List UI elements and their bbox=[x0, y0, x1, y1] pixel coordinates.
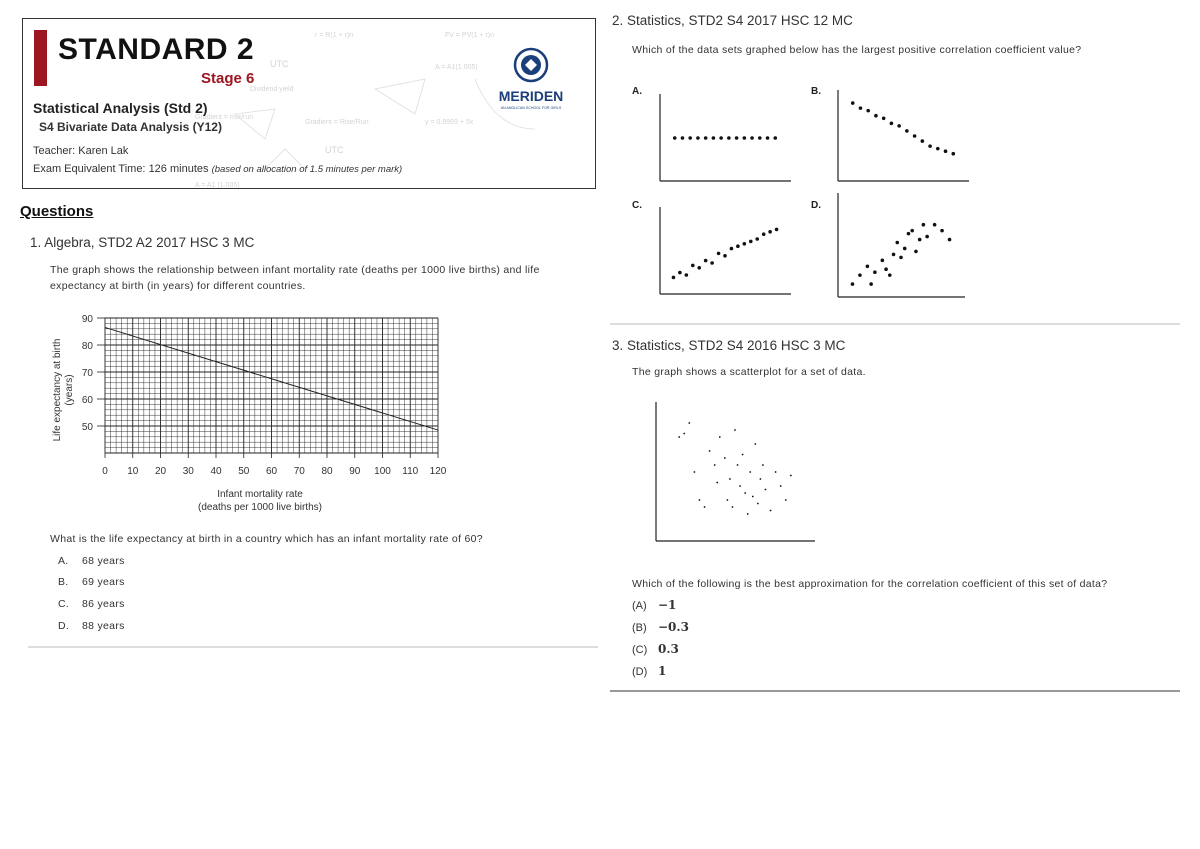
scatter-point bbox=[762, 232, 766, 236]
q1-x-axis-label: Infant mortality rate bbox=[217, 489, 303, 500]
scatter-point bbox=[890, 122, 894, 126]
q1-divider bbox=[28, 646, 598, 648]
scatter-point bbox=[744, 492, 746, 494]
scatter-point bbox=[918, 238, 922, 242]
scatter-point bbox=[697, 266, 701, 270]
scatter-point bbox=[768, 230, 772, 234]
q1-x-tick-label: 30 bbox=[182, 466, 194, 477]
scatter-point bbox=[897, 124, 901, 128]
q1-option-text: 68 years bbox=[82, 555, 125, 567]
meriden-logo bbox=[490, 45, 572, 117]
scatter-point bbox=[712, 136, 716, 140]
q1-y-tick-label: 50 bbox=[81, 422, 93, 433]
q1-y-axis-label: Life expectancy at birth bbox=[52, 338, 63, 442]
q1-option-a[interactable] bbox=[58, 555, 125, 567]
scatter-point bbox=[719, 436, 721, 438]
scatter-point bbox=[683, 433, 685, 435]
q1-option-key: A. bbox=[58, 555, 69, 567]
stage-label: Stage 6 bbox=[201, 70, 255, 87]
scatter-point bbox=[851, 101, 855, 105]
q1-chart bbox=[45, 308, 465, 518]
q3-option-key: (D) bbox=[632, 666, 648, 678]
q1-option-key: B. bbox=[58, 576, 69, 588]
q1-x-tick-label: 110 bbox=[402, 466, 419, 477]
q3-scatter bbox=[655, 402, 815, 542]
scatter-point bbox=[775, 471, 777, 473]
q1-option-text: 86 years bbox=[82, 598, 125, 610]
bg-formula: UTC bbox=[270, 59, 289, 69]
q1-x-tick-label: 40 bbox=[210, 466, 222, 477]
scatter-point bbox=[903, 247, 907, 251]
scatter-point bbox=[921, 139, 925, 143]
bg-formula: Dividend yield bbox=[250, 86, 294, 93]
scatter-point bbox=[922, 223, 926, 227]
scatter-point bbox=[717, 252, 721, 256]
scatter-point bbox=[765, 489, 767, 491]
subject-title: STANDARD 2 bbox=[58, 33, 255, 66]
scatter-point bbox=[750, 136, 754, 140]
scatter-point bbox=[858, 273, 862, 277]
bg-formula: Gradient = rise/run bbox=[195, 114, 254, 121]
q1-option-text: 69 years bbox=[82, 576, 125, 588]
scatter-point bbox=[790, 475, 792, 477]
q3-option-key: (C) bbox=[632, 644, 648, 656]
scatter-point bbox=[951, 152, 955, 156]
q1-option-key: D. bbox=[58, 620, 70, 632]
q3-option-b[interactable] bbox=[632, 620, 689, 634]
q3-option-d[interactable] bbox=[632, 664, 666, 678]
q1-x-tick-label: 100 bbox=[374, 466, 391, 477]
scatter-point bbox=[866, 109, 870, 113]
q2-divider bbox=[610, 323, 1180, 325]
scatter-point bbox=[719, 136, 723, 140]
q1-x-tick-label: 0 bbox=[102, 466, 108, 477]
scatter-point bbox=[907, 232, 911, 236]
accent-bar bbox=[34, 30, 47, 86]
q1-y-tick-label: 70 bbox=[81, 368, 93, 379]
q2-plot-b-label: B. bbox=[811, 86, 821, 97]
scatter-point bbox=[780, 485, 782, 487]
q1-x-tick-label: 20 bbox=[154, 466, 167, 477]
bg-formula: r = R(1 + r)n bbox=[315, 32, 354, 39]
scatter-point bbox=[944, 149, 948, 153]
q2-scatter-c bbox=[659, 207, 791, 295]
scatter-point bbox=[866, 264, 870, 268]
scatter-point bbox=[749, 240, 753, 244]
q3-option-a[interactable] bbox=[632, 598, 676, 612]
q1-x-tick-label: 60 bbox=[265, 466, 278, 477]
scatter-point bbox=[873, 270, 877, 274]
scatter-point bbox=[730, 247, 734, 251]
scatter-point bbox=[910, 229, 914, 233]
scatter-point bbox=[775, 228, 779, 232]
scatter-point bbox=[914, 250, 918, 254]
exam-time-note: (based on allocation of 1.5 minutes per mark) bbox=[211, 164, 403, 175]
q1-y-tick-label: 90 bbox=[81, 314, 93, 325]
scatter-point bbox=[704, 136, 708, 140]
q1-x-tick-label: 10 bbox=[127, 466, 139, 477]
scatter-point bbox=[747, 513, 749, 515]
teacher-label: Teacher: bbox=[33, 145, 76, 157]
q1-y-tick-label: 60 bbox=[81, 395, 93, 406]
q1-text: The graph shows the relationship between infant mortality rate (deaths per 1000 live births) and life expectancy at birth (in years) for different countries. bbox=[50, 264, 540, 292]
q3-question: Which of the following is the best approximation for the correlation coefficient of this set of data? bbox=[632, 578, 1108, 590]
scatter-point bbox=[726, 499, 728, 501]
scatter-point bbox=[685, 273, 689, 277]
scatter-point bbox=[672, 276, 676, 280]
q3-option-value: 1 bbox=[658, 664, 667, 678]
scatter-point bbox=[688, 422, 690, 424]
q3-option-c[interactable] bbox=[632, 642, 679, 656]
scatter-point bbox=[905, 129, 909, 133]
scatter-point bbox=[899, 256, 903, 260]
scatter-point bbox=[752, 496, 754, 498]
q2-scatter-a bbox=[659, 94, 791, 182]
scatter-point bbox=[688, 136, 692, 140]
q1-x-axis-label-units: (deaths per 1000 live births) bbox=[198, 502, 322, 513]
scatter-point bbox=[678, 271, 682, 275]
q1-title: 1. Algebra, STD2 A2 2017 HSC 3 MC bbox=[30, 235, 255, 250]
q1-option-b[interactable] bbox=[58, 576, 125, 588]
q2-scatter-b bbox=[837, 90, 969, 182]
scatter-point bbox=[757, 503, 759, 505]
q2-title: 2. Statistics, STD2 S4 2017 HSC 12 MC bbox=[612, 13, 853, 28]
scatter-point bbox=[729, 478, 731, 480]
topic-title: S4 Bivariate Data Analysis (Y12) bbox=[39, 120, 222, 134]
q3-option-value: −1 bbox=[658, 598, 677, 612]
bg-formula: y = 0.9969 + 5x bbox=[425, 119, 474, 126]
q2-plot-d-label: D. bbox=[811, 200, 821, 211]
exam-time-label: Exam Equivalent Time: bbox=[33, 163, 146, 175]
scatter-point bbox=[681, 136, 685, 140]
scatter-point bbox=[766, 136, 770, 140]
teacher-name: Karen Lak bbox=[78, 145, 129, 157]
scatter-point bbox=[727, 136, 731, 140]
scatter-point bbox=[696, 136, 700, 140]
scatter-point bbox=[762, 464, 764, 466]
exam-time-line bbox=[33, 163, 402, 175]
scatter-point bbox=[743, 136, 747, 140]
q2-plot-a-label: A. bbox=[632, 86, 642, 97]
scatter-point bbox=[928, 144, 932, 148]
scatter-point bbox=[691, 264, 695, 268]
scatter-point bbox=[716, 482, 718, 484]
logo-text: MERIDEN bbox=[498, 88, 564, 104]
q3-divider bbox=[610, 690, 1180, 692]
q3-option-key: (B) bbox=[632, 622, 647, 634]
scatter-point bbox=[743, 242, 747, 246]
q2-text: Which of the data sets graphed below has the largest positive correlation coefficient value? bbox=[632, 44, 1082, 56]
scatter-point bbox=[892, 253, 896, 257]
scatter-point bbox=[742, 454, 744, 456]
scatter-point bbox=[732, 506, 734, 508]
scatter-point bbox=[925, 235, 929, 239]
q1-x-tick-label: 90 bbox=[349, 466, 361, 477]
q3-option-key: (A) bbox=[632, 600, 647, 612]
scatter-point bbox=[754, 443, 756, 445]
scatter-point bbox=[693, 471, 695, 473]
scatter-point bbox=[933, 223, 937, 227]
scatter-point bbox=[758, 136, 762, 140]
scatter-point bbox=[785, 499, 787, 501]
scatter-point bbox=[734, 429, 736, 431]
q1-y-tick-label: 80 bbox=[81, 341, 93, 352]
scatter-point bbox=[755, 237, 759, 241]
questions-heading: Questions bbox=[20, 203, 94, 220]
q3-option-value: 0.3 bbox=[658, 642, 679, 656]
scatter-point bbox=[749, 471, 751, 473]
scatter-point bbox=[948, 238, 952, 242]
scatter-point bbox=[739, 485, 741, 487]
q1-x-tick-label: 50 bbox=[238, 466, 250, 477]
q3-text: The graph shows a scatterplot for a set of data. bbox=[632, 366, 866, 378]
scatter-point bbox=[723, 254, 727, 258]
q3-title: 3. Statistics, STD2 S4 2016 HSC 3 MC bbox=[612, 338, 846, 353]
q1-option-key: C. bbox=[58, 598, 70, 610]
scatter-point bbox=[869, 282, 873, 286]
q1-chart-ticks bbox=[82, 314, 447, 477]
q1-option-text: 88 years bbox=[82, 620, 125, 632]
logo-subtext: AN ANGLICAN SCHOOL FOR GIRLS bbox=[500, 106, 562, 110]
scatter-point bbox=[851, 282, 855, 286]
scatter-point bbox=[874, 114, 878, 118]
scatter-point bbox=[673, 136, 677, 140]
scatter-point bbox=[704, 506, 706, 508]
scatter-point bbox=[709, 450, 711, 452]
scatter-point bbox=[704, 259, 708, 263]
q3-option-value: −0.3 bbox=[658, 620, 689, 634]
scatter-point bbox=[859, 106, 863, 110]
scatter-point bbox=[699, 499, 701, 501]
q1-chart-grid bbox=[105, 318, 438, 453]
scatter-point bbox=[710, 261, 714, 265]
bg-formula: FV = PV(1 + r)n bbox=[445, 32, 495, 39]
scatter-point bbox=[724, 457, 726, 459]
bg-formula: UTC bbox=[325, 145, 344, 155]
q1-question: What is the life expectancy at birth in a country which has an infant mortality rate of 60? bbox=[50, 533, 483, 545]
scatter-point bbox=[678, 436, 680, 438]
scatter-point bbox=[770, 510, 772, 512]
scatter-point bbox=[759, 478, 761, 480]
exam-time-value: 126 minutes bbox=[148, 163, 209, 175]
bg-formula: A = A1 (1.005) bbox=[195, 182, 240, 189]
scatter-point bbox=[735, 136, 739, 140]
scatter-point bbox=[737, 464, 739, 466]
q2-plot-c-label: C. bbox=[632, 200, 642, 211]
scatter-point bbox=[888, 273, 892, 277]
q1-x-tick-label: 80 bbox=[321, 466, 333, 477]
q1-y-axis-label-units: (years) bbox=[64, 374, 75, 406]
q1-option-d[interactable] bbox=[58, 620, 125, 632]
q1-x-tick-label: 70 bbox=[293, 466, 305, 477]
scatter-point bbox=[913, 134, 917, 138]
q1-x-tick-label: 120 bbox=[429, 466, 447, 477]
scatter-point bbox=[895, 241, 899, 245]
scatter-point bbox=[714, 464, 716, 466]
teacher-line bbox=[33, 145, 128, 157]
q1-option-c[interactable] bbox=[58, 598, 125, 610]
scatter-point bbox=[881, 259, 885, 263]
course-title: Statistical Analysis (Std 2) bbox=[33, 100, 208, 116]
scatter-point bbox=[736, 244, 740, 248]
scatter-point bbox=[773, 136, 777, 140]
bg-formula: A = A1(1.005) bbox=[435, 64, 478, 71]
scatter-point bbox=[884, 267, 888, 271]
q2-scatter-d bbox=[837, 193, 965, 298]
bg-formula: Gradient = Rise/Run bbox=[305, 119, 369, 126]
scatter-point bbox=[936, 147, 940, 151]
scatter-point bbox=[882, 116, 886, 120]
scatter-point bbox=[940, 229, 944, 233]
